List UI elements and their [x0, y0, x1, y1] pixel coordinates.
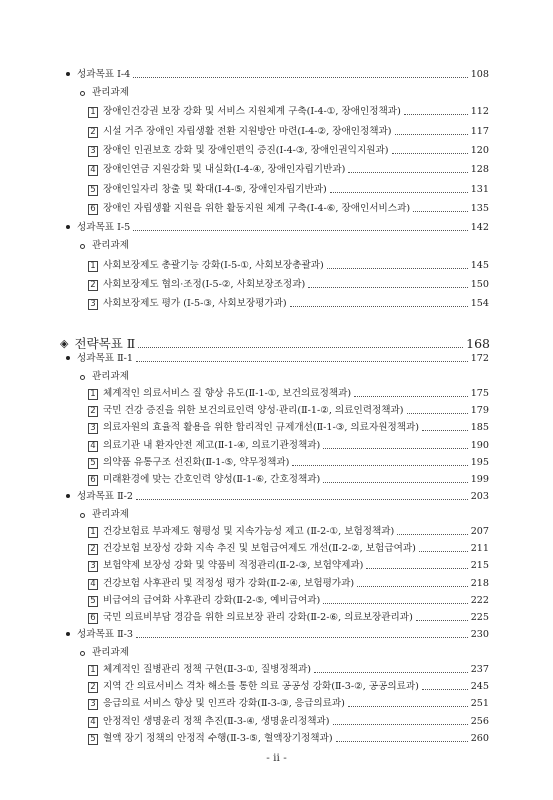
toc-performance-goal — [66, 491, 489, 503]
bullet-icon — [66, 632, 70, 636]
toc-task-item — [88, 526, 489, 538]
toc-entry-title: 성과목표 Ⅰ-4 — [77, 69, 131, 80]
toc-entry-title: 사회보장제도 총괄기능 강화(Ⅰ-5-①, 사회보장총괄과) — [103, 260, 324, 271]
toc-page-number: 135 — [470, 203, 489, 214]
toc-page-number: 230 — [470, 629, 489, 640]
toc-task-item — [88, 664, 489, 676]
toc-task-item — [88, 457, 489, 469]
dot-leader — [357, 586, 468, 587]
toc-task-item — [88, 543, 489, 555]
toc-page-number: 168 — [466, 336, 490, 351]
dot-leader — [392, 153, 468, 154]
toc-entry-lead — [88, 612, 413, 624]
toc-entry-title: 안정적인 생명윤리 정책 추진(Ⅱ-3-④, 생명윤리정책과) — [103, 716, 330, 727]
toc-entry-title: 관리과제 — [92, 647, 130, 658]
numbered-box-icon: 5 — [88, 458, 98, 469]
toc-entry-title: 성과목표 Ⅱ-2 — [77, 491, 133, 502]
toc-entry-lead — [88, 106, 401, 118]
numbered-box-icon: 1 — [88, 389, 98, 400]
toc-page-number: 199 — [470, 474, 489, 485]
toc-entry-lead — [80, 87, 129, 99]
toc-entry-title: 의약품 유통구조 선진화(Ⅱ-1-⑤, 약무정책과) — [103, 457, 290, 468]
dot-leader — [136, 499, 468, 500]
dot-leader — [366, 568, 467, 569]
toc-entry-lead — [88, 733, 333, 745]
toc-task-item — [88, 578, 489, 590]
numbered-box-icon: 2 — [88, 682, 98, 693]
dot-leader — [133, 230, 467, 231]
numbered-box-icon: 5 — [88, 596, 98, 607]
toc-task-heading — [80, 647, 489, 659]
toc-entry-lead — [88, 681, 419, 693]
toc-page-number: 195 — [470, 457, 489, 468]
toc-entry-lead — [88, 388, 351, 400]
toc-entry-lead — [88, 526, 394, 538]
toc-task-item — [88, 595, 489, 607]
dot-leader — [404, 114, 468, 115]
numbered-box-icon: 4 — [88, 165, 98, 176]
toc-task-item — [88, 440, 489, 452]
dot-leader — [348, 172, 467, 173]
numbered-box-icon: 3 — [88, 561, 98, 572]
dot-leader — [323, 603, 467, 604]
toc-entry-title: 관리과제 — [92, 371, 130, 382]
dot-leader — [419, 551, 468, 552]
toc-page-number: 251 — [470, 698, 489, 709]
toc-performance-goal — [66, 222, 489, 234]
toc-entry-lead — [66, 222, 130, 234]
toc-page-number: 222 — [470, 595, 489, 606]
toc-page-number: 131 — [470, 184, 489, 195]
numbered-box-icon: 3 — [88, 146, 98, 157]
toc-entry-title: 체계적인 질병관리 정책 구현(Ⅱ-3-①, 질병정책과) — [103, 664, 311, 675]
toc-entry-lead — [88, 203, 410, 215]
toc-page-number: 207 — [470, 526, 489, 537]
toc-page-number: 218 — [470, 578, 489, 589]
toc-performance-goal — [66, 629, 489, 641]
toc-page-number: 245 — [470, 681, 489, 692]
dot-leader — [314, 672, 468, 673]
toc-entry-title: 장애인 인권보호 강화 및 장애인편익 증진(Ⅰ-4-③, 장애인권익지원과) — [103, 145, 389, 156]
toc-task-heading — [80, 240, 489, 252]
hollow-circle-icon — [80, 244, 85, 249]
toc-entry-lead — [88, 440, 320, 452]
toc-entry-lead — [88, 126, 392, 138]
toc-task-item — [88, 698, 489, 710]
dot-leader — [416, 620, 468, 621]
bullet-icon — [66, 494, 70, 498]
toc-page-number: 108 — [470, 69, 489, 80]
toc-task-item — [88, 184, 489, 196]
toc-entry-lead — [88, 260, 324, 272]
toc-page-number: 260 — [470, 733, 489, 744]
toc-task-item — [88, 716, 489, 728]
toc-entry-title: 의료기관 내 환자안전 제고(Ⅱ-1-④, 의료기관정책과) — [103, 440, 321, 451]
page-number-footer: - ii - — [266, 752, 287, 764]
toc-page-number: 203 — [470, 491, 489, 502]
hollow-circle-icon — [80, 91, 85, 96]
numbered-box-icon: 3 — [88, 423, 98, 434]
toc-page-number: 256 — [470, 716, 489, 727]
toc-task-item — [88, 405, 489, 417]
toc-task-item — [88, 612, 489, 624]
numbered-box-icon: 3 — [88, 299, 98, 310]
toc-page-number: 185 — [470, 422, 489, 433]
toc-entry-lead — [88, 298, 287, 310]
toc-entry-title: 건강보험료 부과제도 형평성 및 지속가능성 제고 (Ⅱ-2-①, 보험정책과) — [103, 526, 395, 537]
toc-page-number: 179 — [470, 405, 489, 416]
dot-leader — [348, 706, 468, 707]
numbered-box-icon: 5 — [88, 185, 98, 196]
toc-entry-title: 관리과제 — [92, 240, 130, 251]
numbered-box-icon: 2 — [88, 544, 98, 555]
toc-entry-title: 비급여의 급여화 사후관리 강화(Ⅱ-2-⑤, 예비급여과) — [103, 595, 321, 606]
toc-entry-lead — [88, 543, 416, 555]
toc-task-item — [88, 388, 489, 400]
toc-entry-title: 보험약제 보장성 강화 및 약품비 적정관리(Ⅱ-2-③, 보험약제과) — [103, 560, 364, 571]
toc-page-number: 172 — [470, 353, 489, 364]
dot-leader — [292, 465, 467, 466]
toc-page-number: 211 — [470, 543, 489, 554]
toc-entry-title: 장애인일자리 창출 및 확대(Ⅰ-4-⑤, 장애인자립기반과) — [103, 184, 327, 195]
toc-task-item — [88, 260, 489, 272]
numbered-box-icon: 6 — [88, 613, 98, 624]
toc-entry-lead — [80, 509, 129, 521]
toc-entry-title: 장애인건강권 보장 강화 및 서비스 지원체계 구축(Ⅰ-4-①, 장애인정책과) — [103, 106, 401, 117]
toc-entry-lead — [80, 240, 129, 252]
numbered-box-icon: 6 — [88, 475, 98, 486]
toc-entry-title: 의료자원의 효율적 활용을 위한 합리적인 규제개선(Ⅱ-1-③, 의료자원정책과) — [103, 422, 420, 433]
toc-entry-title: 성과목표 Ⅱ-3 — [77, 629, 133, 640]
toc-entry-lead — [88, 405, 404, 417]
toc-entry-title: 건강보험 사후관리 및 적정성 평가 강화(Ⅱ-2-④, 보험평가과) — [103, 578, 355, 589]
hollow-circle-icon — [80, 375, 85, 380]
toc-entry-title: 지역 간 의료서비스 격차 해소를 통한 의료 공공성 강화(Ⅱ-3-②, 공공의료과) — [103, 681, 419, 692]
toc-entry-title: 관리과제 — [92, 87, 130, 98]
numbered-box-icon: 1 — [88, 665, 98, 676]
toc-entry-title: 장애인 자립생활 지원을 위한 활동지원 체계 구축(Ⅰ-4-⑥, 장애인서비스과) — [103, 203, 411, 214]
toc-entry-lead — [88, 578, 354, 590]
numbered-box-icon: 2 — [88, 127, 98, 138]
toc-entry-lead — [80, 647, 129, 659]
dot-leader — [290, 306, 468, 307]
toc-task-item — [88, 681, 489, 693]
toc-entry-title: 성과목표 Ⅱ-1 — [77, 353, 133, 364]
toc-page-number: 128 — [470, 164, 489, 175]
toc-page-number: 142 — [470, 222, 489, 233]
bullet-icon — [66, 225, 70, 229]
toc-entry-title: 사회보장제도 평가 (Ⅰ-5-③, 사회보장평가과) — [103, 298, 287, 309]
numbered-box-icon: 1 — [88, 527, 98, 538]
dot-leader — [136, 361, 468, 362]
toc-page-number: 150 — [470, 279, 489, 290]
dot-leader — [136, 637, 468, 638]
toc-page-number: 112 — [470, 106, 489, 117]
toc-entry-title: 체계적인 의료서비스 질 향상 유도(Ⅱ-1-①, 보건의료정책과) — [103, 388, 352, 399]
toc-task-heading — [80, 509, 489, 521]
toc-page-number: 154 — [470, 298, 489, 309]
toc-task-item — [88, 164, 489, 176]
dot-leader — [330, 192, 468, 193]
toc-entry-title: 국민 건강 증진을 위한 보건의료인력 양성·관리(Ⅱ-1-②, 의료인력정책과) — [103, 405, 404, 416]
toc-page-number: 145 — [470, 260, 489, 271]
toc-entry-lead — [66, 629, 133, 641]
dot-leader — [422, 689, 468, 690]
dot-leader — [323, 482, 467, 483]
toc-entry-lead — [88, 664, 311, 676]
dot-leader — [333, 724, 468, 725]
dot-leader — [354, 396, 468, 397]
toc-performance-goal — [66, 353, 489, 365]
numbered-box-icon: 1 — [88, 261, 98, 272]
dot-leader — [422, 430, 468, 431]
toc-entry-title: 응급의료 서비스 향상 및 인프라 강화(Ⅱ-3-③, 응급의료과) — [103, 698, 345, 709]
dot-leader — [407, 413, 468, 414]
numbered-box-icon: 6 — [88, 204, 98, 215]
toc-entry-lead — [60, 336, 135, 351]
toc-task-item — [88, 733, 489, 745]
dot-leader — [327, 268, 468, 269]
numbered-box-icon: 4 — [88, 441, 98, 452]
toc-task-item — [88, 279, 489, 291]
numbered-box-icon: 4 — [88, 717, 98, 728]
toc-page-number: 190 — [470, 440, 489, 451]
dot-leader — [413, 211, 468, 212]
numbered-box-icon: 2 — [88, 280, 98, 291]
toc-entry-lead — [88, 698, 345, 710]
toc-task-item — [88, 145, 489, 157]
toc-task-heading — [80, 87, 489, 99]
toc-entry-title: 사회보장제도 협의·조정(Ⅰ-5-②, 사회보장조정과) — [103, 279, 306, 290]
numbered-box-icon: 4 — [88, 579, 98, 590]
toc-entry-lead — [88, 422, 419, 434]
toc-entry-lead — [66, 353, 133, 365]
toc-task-item — [88, 474, 489, 486]
toc-entry-lead — [66, 69, 130, 81]
toc-task-item — [88, 106, 489, 118]
toc-entry-title: 혈액 장기 정책의 안정적 수행(Ⅱ-3-⑤, 혈액장기정책과) — [103, 733, 333, 744]
toc-page-number: 215 — [470, 560, 489, 571]
toc-entry-lead — [88, 164, 345, 176]
toc-entry-title: 전략목표 Ⅱ — [74, 336, 136, 351]
toc-entry-lead — [66, 491, 133, 503]
toc-entry-lead — [88, 474, 320, 486]
dot-leader — [397, 534, 467, 535]
hollow-circle-icon — [80, 651, 85, 656]
toc-entry-title: 건강보험 보장성 강화 지속 추진 및 보험급여제도 개선(Ⅱ-2-②, 보험급여과) — [103, 543, 416, 554]
toc-page-number: 120 — [470, 145, 489, 156]
dot-leader — [323, 448, 467, 449]
dot-leader — [308, 287, 467, 288]
toc-entry-lead — [88, 279, 305, 291]
bullet-icon — [66, 72, 70, 76]
toc-entry-title: 국민 의료비부담 경감을 위한 의료보장 관리 강화(Ⅱ-2-⑥, 의료보장관리과) — [103, 612, 413, 623]
toc-page-number: 237 — [470, 664, 489, 675]
toc-entry-title: 장애인연금 지원강화 및 내실화(Ⅰ-4-④, 장애인자립기반과) — [103, 164, 346, 175]
toc-task-item — [88, 298, 489, 310]
hollow-circle-icon — [80, 513, 85, 518]
toc-entry-lead — [88, 560, 363, 572]
toc-entry-title: 관리과제 — [92, 509, 130, 520]
toc-task-heading — [80, 371, 489, 383]
dot-leader — [138, 347, 463, 348]
toc-page-number: 175 — [470, 388, 489, 399]
dot-leader — [395, 134, 468, 135]
toc-strategic-goal — [60, 336, 490, 351]
numbered-box-icon: 1 — [88, 107, 98, 118]
toc-page-number: 117 — [470, 126, 489, 137]
numbered-box-icon: 3 — [88, 699, 98, 710]
toc-task-item — [88, 422, 489, 434]
toc-entry-lead — [88, 145, 389, 157]
numbered-box-icon: 2 — [88, 406, 98, 417]
toc-entry-lead — [88, 184, 327, 196]
toc-entry-lead — [80, 371, 129, 383]
toc-task-item — [88, 203, 489, 215]
toc-task-item — [88, 126, 489, 138]
toc-page-number: 225 — [470, 612, 489, 623]
toc-entry-title: 성과목표 Ⅰ-5 — [77, 222, 131, 233]
toc-entry-title: 미래환경에 맞는 간호인력 양성(Ⅱ-1-⑥, 간호정책과) — [103, 474, 321, 485]
toc-entry-lead — [88, 716, 330, 728]
bullet-icon — [66, 356, 70, 360]
dot-leader — [336, 741, 468, 742]
toc-entry-title: 시설 거주 장애인 자립생활 전환 지원방안 마련(Ⅰ-4-②, 장애인정책과) — [103, 126, 392, 137]
dot-leader — [133, 77, 467, 78]
toc-performance-goal — [66, 69, 489, 81]
toc-task-item — [88, 560, 489, 572]
toc-entry-lead — [88, 457, 289, 469]
numbered-box-icon: 5 — [88, 734, 98, 745]
diamond-icon: ◈ — [60, 337, 69, 350]
toc-entry-lead — [88, 595, 320, 607]
